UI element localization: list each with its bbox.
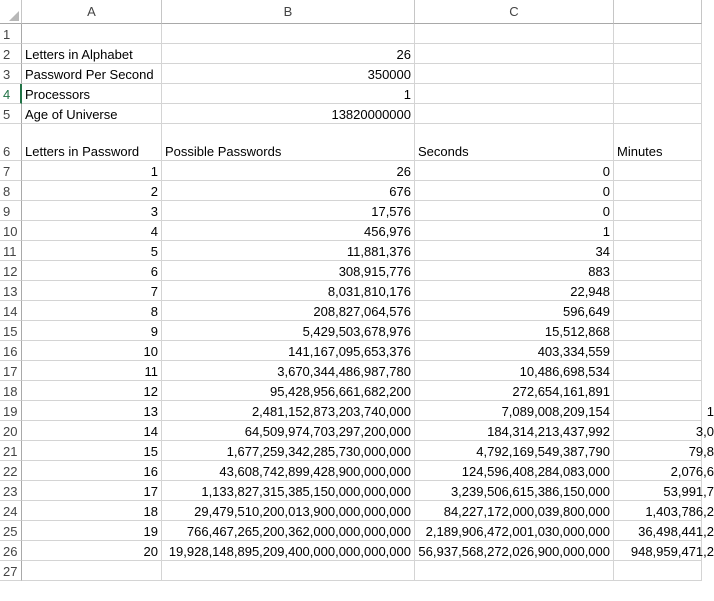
param-label-cell[interactable]: Password Per Second bbox=[22, 64, 162, 84]
param-value-cell[interactable]: 1 bbox=[162, 84, 415, 104]
row-header[interactable]: 24 bbox=[0, 501, 22, 521]
table-cell[interactable]: 14 bbox=[22, 421, 162, 441]
table-cell[interactable] bbox=[614, 441, 714, 461]
row-header[interactable]: 17 bbox=[0, 361, 22, 381]
table-cell[interactable]: 456,976 bbox=[162, 221, 415, 241]
minutes-value: 79,8 bbox=[688, 444, 714, 459]
column-header[interactable]: C bbox=[415, 0, 614, 24]
param-value-cell[interactable]: 350000 bbox=[162, 64, 415, 84]
row-header[interactable]: 22 bbox=[0, 461, 22, 481]
table-cell[interactable]: 10,486,698,534 bbox=[415, 361, 614, 381]
table-cell[interactable]: 34 bbox=[415, 241, 614, 261]
row-header[interactable]: 12 bbox=[0, 261, 22, 281]
table-cell[interactable]: 16 bbox=[22, 461, 162, 481]
table-cell[interactable]: 124,596,408,284,083,000 bbox=[415, 461, 614, 481]
row-header[interactable]: 21 bbox=[0, 441, 22, 461]
table-cell[interactable]: 17,576 bbox=[162, 201, 415, 221]
table-cell[interactable] bbox=[614, 501, 714, 521]
table-cell[interactable]: 19 bbox=[22, 521, 162, 541]
table-cell[interactable] bbox=[614, 301, 702, 321]
table-cell[interactable]: 29,479,510,200,013,900,000,000,000 bbox=[162, 501, 415, 521]
table-cell[interactable] bbox=[614, 181, 702, 201]
cell[interactable] bbox=[614, 64, 702, 84]
cell[interactable] bbox=[415, 104, 614, 124]
table-cell[interactable] bbox=[614, 461, 714, 481]
cell[interactable] bbox=[162, 24, 415, 44]
cell[interactable] bbox=[614, 24, 702, 44]
table-cell[interactable]: 141,167,095,653,376 bbox=[162, 341, 415, 361]
table-cell[interactable] bbox=[614, 481, 714, 501]
minutes-value: 1,403,786,2 bbox=[645, 504, 714, 519]
row-header[interactable]: 19 bbox=[0, 401, 22, 421]
table-cell[interactable]: 15,512,868 bbox=[415, 321, 614, 341]
cell[interactable] bbox=[415, 24, 614, 44]
cell[interactable] bbox=[614, 561, 702, 581]
table-header-cell[interactable]: Letters in Password bbox=[22, 124, 162, 161]
column-header[interactable] bbox=[614, 0, 702, 24]
table-cell[interactable]: 766,467,265,200,362,000,000,000,000 bbox=[162, 521, 415, 541]
param-label-cell[interactable]: Processors bbox=[22, 84, 162, 104]
row-header[interactable]: 20 bbox=[0, 421, 22, 441]
table-cell[interactable]: 2,481,152,873,203,740,000 bbox=[162, 401, 415, 421]
table-cell[interactable]: 676 bbox=[162, 181, 415, 201]
cell[interactable] bbox=[22, 24, 162, 44]
row-header[interactable]: 26 bbox=[0, 541, 22, 561]
table-cell[interactable]: 0 bbox=[415, 161, 614, 181]
table-cell[interactable]: 1,133,827,315,385,150,000,000,000 bbox=[162, 481, 415, 501]
row-header[interactable]: 8 bbox=[0, 181, 22, 201]
cell[interactable] bbox=[162, 561, 415, 581]
table-cell[interactable]: 26 bbox=[162, 161, 415, 181]
row-header[interactable]: 27 bbox=[0, 561, 22, 581]
row-header[interactable]: 3 bbox=[0, 64, 22, 84]
cell[interactable] bbox=[614, 104, 702, 124]
param-label-cell[interactable]: Age of Universe bbox=[22, 104, 162, 124]
param-value-cell[interactable]: 26 bbox=[162, 44, 415, 64]
minutes-value: 53,991,7 bbox=[663, 484, 714, 499]
table-cell[interactable]: 19,928,148,895,209,400,000,000,000,000 bbox=[162, 541, 415, 561]
table-cell[interactable]: 208,827,064,576 bbox=[162, 301, 415, 321]
table-cell[interactable]: 13 bbox=[22, 401, 162, 421]
table-cell[interactable]: 403,334,559 bbox=[415, 341, 614, 361]
row-header[interactable]: 18 bbox=[0, 381, 22, 401]
table-cell[interactable] bbox=[614, 381, 702, 401]
minutes-value: 2,076,6 bbox=[670, 464, 714, 479]
table-cell[interactable]: 8 bbox=[22, 301, 162, 321]
cell[interactable] bbox=[614, 44, 702, 64]
table-cell[interactable] bbox=[614, 541, 714, 561]
table-cell[interactable]: 17 bbox=[22, 481, 162, 501]
row-header[interactable]: 13 bbox=[0, 281, 22, 301]
table-cell[interactable]: 10 bbox=[22, 341, 162, 361]
table-cell[interactable]: 272,654,161,891 bbox=[415, 381, 614, 401]
minutes-value: 3,0 bbox=[695, 424, 714, 439]
table-cell[interactable] bbox=[614, 161, 702, 181]
table-cell[interactable]: 5,429,503,678,976 bbox=[162, 321, 415, 341]
table-cell[interactable]: 1,677,259,342,285,730,000,000 bbox=[162, 441, 415, 461]
row-header[interactable]: 14 bbox=[0, 301, 22, 321]
row-header[interactable]: 4 bbox=[0, 84, 22, 104]
row-header[interactable]: 25 bbox=[0, 521, 22, 541]
table-cell[interactable] bbox=[614, 421, 714, 441]
table-cell[interactable]: 5 bbox=[22, 241, 162, 261]
cell[interactable] bbox=[614, 84, 702, 104]
table-cell[interactable]: 883 bbox=[415, 261, 614, 281]
cell[interactable] bbox=[415, 64, 614, 84]
row-header[interactable]: 5 bbox=[0, 104, 22, 124]
table-cell[interactable]: 4,792,169,549,387,790 bbox=[415, 441, 614, 461]
table-header-cell[interactable]: Minutes bbox=[614, 124, 702, 161]
cell[interactable] bbox=[22, 561, 162, 581]
table-cell[interactable]: 2,189,906,472,001,030,000,000 bbox=[415, 521, 614, 541]
minutes-value: 36,498,441,2 bbox=[638, 524, 714, 539]
minutes-value: 948,959,471,2 bbox=[630, 544, 714, 559]
table-cell[interactable] bbox=[614, 281, 702, 301]
table-cell[interactable]: 2 bbox=[22, 181, 162, 201]
table-cell[interactable] bbox=[614, 401, 714, 421]
table-cell[interactable]: 56,937,568,272,026,900,000,000 bbox=[415, 541, 614, 561]
cell[interactable] bbox=[415, 44, 614, 64]
table-cell[interactable]: 3 bbox=[22, 201, 162, 221]
column-header[interactable]: A bbox=[22, 0, 162, 24]
table-cell[interactable]: 9 bbox=[22, 321, 162, 341]
table-cell[interactable]: 0 bbox=[415, 181, 614, 201]
minutes-value: 1 bbox=[706, 404, 714, 419]
table-cell[interactable]: 18 bbox=[22, 501, 162, 521]
select-all-corner[interactable] bbox=[0, 0, 22, 24]
table-cell[interactable] bbox=[614, 321, 702, 341]
table-cell[interactable]: 1 bbox=[22, 161, 162, 181]
table-cell[interactable]: 596,649 bbox=[415, 301, 614, 321]
table-cell[interactable]: 95,428,956,661,682,200 bbox=[162, 381, 415, 401]
row-header[interactable]: 10 bbox=[0, 221, 22, 241]
cell[interactable] bbox=[415, 561, 614, 581]
table-cell[interactable] bbox=[614, 521, 714, 541]
table-cell[interactable]: 0 bbox=[415, 201, 614, 221]
table-cell[interactable]: 8,031,810,176 bbox=[162, 281, 415, 301]
table-header-cell[interactable]: Seconds bbox=[415, 124, 614, 161]
table-cell[interactable]: 6 bbox=[22, 261, 162, 281]
table-cell[interactable]: 15 bbox=[22, 441, 162, 461]
row-header[interactable]: 2 bbox=[0, 44, 22, 64]
table-cell[interactable] bbox=[614, 221, 702, 241]
param-label-cell[interactable]: Letters in Alphabet bbox=[22, 44, 162, 64]
table-cell[interactable]: 84,227,172,000,039,800,000 bbox=[415, 501, 614, 521]
table-cell[interactable]: 11,881,376 bbox=[162, 241, 415, 261]
table-cell[interactable] bbox=[614, 201, 702, 221]
table-cell[interactable]: 11 bbox=[22, 361, 162, 381]
cell[interactable] bbox=[415, 84, 614, 104]
table-cell[interactable] bbox=[614, 341, 702, 361]
table-cell[interactable]: 3,670,344,486,987,780 bbox=[162, 361, 415, 381]
table-header-cell[interactable]: Possible Passwords bbox=[162, 124, 415, 161]
row-header[interactable]: 9 bbox=[0, 201, 22, 221]
row-header[interactable]: 11 bbox=[0, 241, 22, 261]
table-cell[interactable]: 64,509,974,703,297,200,000 bbox=[162, 421, 415, 441]
table-cell[interactable]: 22,948 bbox=[415, 281, 614, 301]
row-header[interactable]: 23 bbox=[0, 481, 22, 501]
table-cell[interactable]: 4 bbox=[22, 221, 162, 241]
row-header[interactable]: 1 bbox=[0, 24, 22, 44]
table-cell[interactable]: 7 bbox=[22, 281, 162, 301]
row-header[interactable]: 7 bbox=[0, 161, 22, 181]
table-cell[interactable]: 7,089,008,209,154 bbox=[415, 401, 614, 421]
table-cell[interactable] bbox=[614, 361, 702, 381]
param-value-cell[interactable]: 13820000000 bbox=[162, 104, 415, 124]
table-cell[interactable]: 184,314,213,437,992 bbox=[415, 421, 614, 441]
table-cell[interactable]: 43,608,742,899,428,900,000,000 bbox=[162, 461, 415, 481]
row-header[interactable]: 6 bbox=[0, 124, 22, 161]
table-cell[interactable]: 1 bbox=[415, 221, 614, 241]
table-cell[interactable] bbox=[614, 261, 702, 281]
row-header[interactable]: 15 bbox=[0, 321, 22, 341]
column-header[interactable]: B bbox=[162, 0, 415, 24]
table-cell[interactable]: 308,915,776 bbox=[162, 261, 415, 281]
table-cell[interactable] bbox=[614, 241, 702, 261]
table-cell[interactable]: 3,239,506,615,386,150,000 bbox=[415, 481, 614, 501]
table-cell[interactable]: 20 bbox=[22, 541, 162, 561]
row-header[interactable]: 16 bbox=[0, 341, 22, 361]
table-cell[interactable]: 12 bbox=[22, 381, 162, 401]
